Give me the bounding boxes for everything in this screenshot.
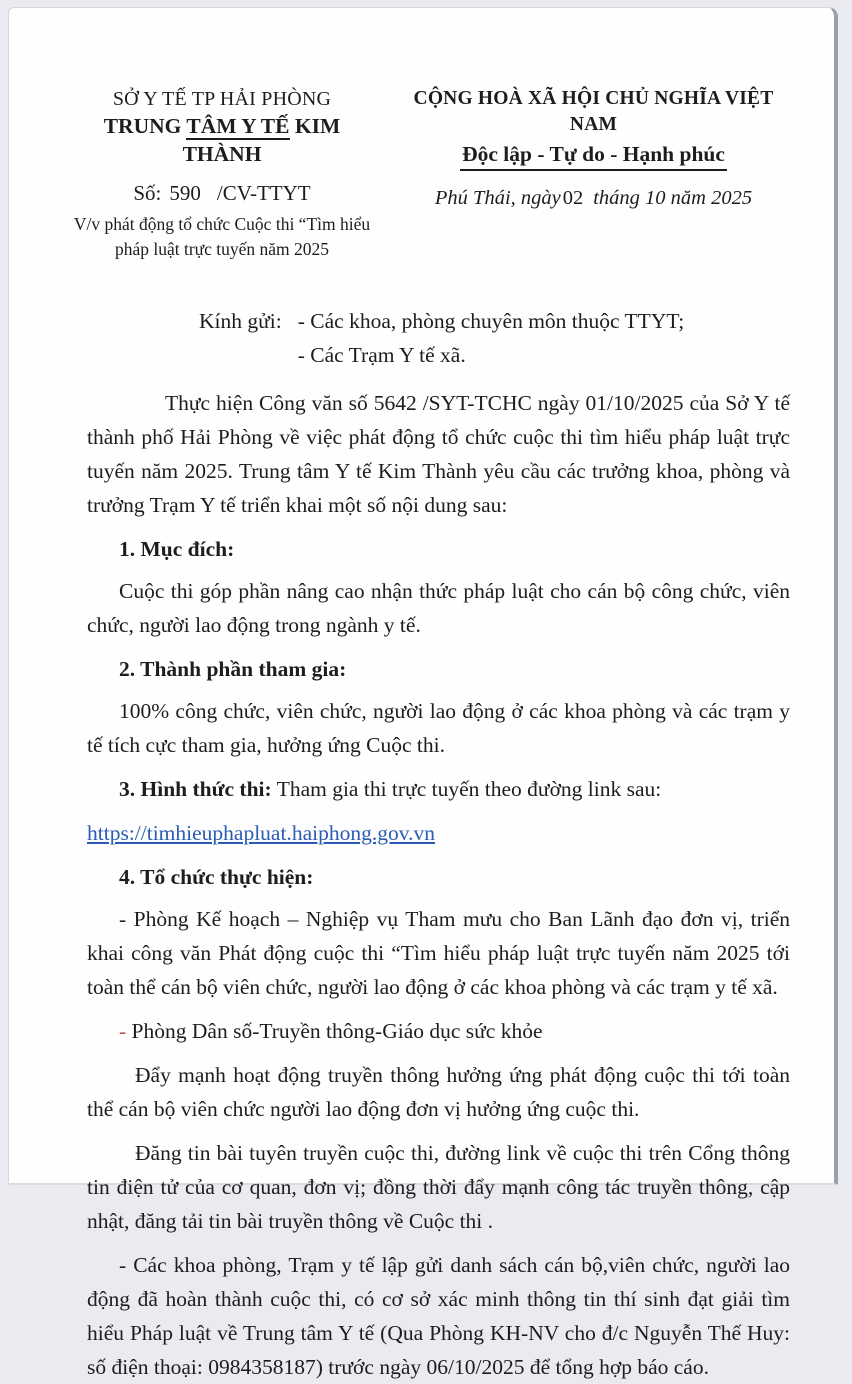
national-header-block — [381, 86, 790, 262]
document-subject — [63, 212, 381, 262]
date-place: Phú Thái, ngày — [434, 187, 561, 209]
section-4-heading: 4. Tổ chức thực hiện: — [119, 865, 314, 889]
section-3-body: Tham gia thi trực tuyến theo đường link sau: — [276, 777, 662, 801]
section-2-heading: 2. Thành phần tham gia: — [119, 657, 347, 681]
recipient-item: - Các Trạm Y tế xã. — [297, 343, 466, 367]
recipient-item: - Các khoa, phòng chuyên môn thuộc TTYT; — [297, 309, 685, 333]
issuing-org-block — [63, 86, 381, 262]
org-name-underlined: TÂM Y TẾ — [186, 114, 290, 138]
national-motto-line2 — [397, 140, 790, 171]
section-4-item-2 — [87, 1014, 790, 1048]
section-4-item-2-text: Phòng Dân số-Truyền thông-Giáo dục sức khỏe — [126, 1019, 543, 1043]
doc-number-label: Số: — [133, 181, 162, 205]
section-4-item-2-para-1: Đẩy mạnh hoạt động truyền thông hưởng ứng phát động cuộc thi tới toàn thể cán bộ viên chức người lao động đơn vị hưởng ứng cuộc thi. — [87, 1063, 790, 1121]
subject-line-1: V/v phát động tổ chức Cuộc thi “Tìm hiểu — [73, 214, 371, 234]
document-header — [63, 86, 790, 262]
place-date-line — [397, 187, 790, 210]
recipients-block — [199, 304, 790, 372]
document-number — [63, 180, 381, 206]
doc-number-value: 590 — [169, 181, 201, 205]
section-2-body: 100% công chức, viên chức, người lao động ở các khoa phòng và các trạm y tế tích cực tham gia, hưởng ứng Cuộc thi. — [87, 699, 790, 757]
section-4-item-2-para-2: Đăng tin bài tuyên truyền cuộc thi, đường link về cuộc thi trên Cổng thông tin điện tử của cơ quan, đơn vị; đồng thời đẩy mạnh công tác truyền thông, cập nhật, đăng tải tin bài truyền thông về Cuộc thi . — [87, 1141, 790, 1233]
date-month-year: tháng 10 năm 2025 — [593, 187, 753, 209]
contest-link[interactable]: https://timhieuphapluat.haiphong.gov.vn — [87, 821, 435, 845]
document-page — [8, 7, 838, 1379]
org-name-pre: TRUNG — [103, 114, 187, 138]
recipients-list — [298, 304, 685, 372]
section-4-item-3: - Các khoa phòng, Trạm y tế lập gửi danh sách cán bộ,viên chức, người lao động đã hoàn thành cuộc thi, có cơ sở xác minh thông tin thí sinh đạt giải tìm hiểu Pháp luật về Trung tâm Y tế (Qua Phòng KH-NV cho đ/c Nguyễn Thế Huy: số điện thoại: 0984358187) trước ngày 06/10/2025 để tổng hợp báo cáo. — [87, 1253, 790, 1379]
subject-line-2: pháp luật trực tuyến năm 2025 — [114, 239, 330, 259]
section-1-body: Cuộc thi góp phần nâng cao nhận thức pháp luật cho cán bộ công chức, viên chức, người lao động trong ngành y tế. — [87, 579, 790, 637]
section-3-heading: 3. Hình thức thi: — [119, 777, 272, 801]
national-motto-underlined: Độc lập - Tự do - Hạnh phúc — [460, 140, 727, 171]
item-dash: - — [119, 1019, 127, 1043]
org-name-post: KIM THÀNH — [182, 114, 341, 166]
parent-org-name: SỞ Y TẾ TP HẢI PHÒNG — [112, 88, 332, 110]
recipients-label: Kính gửi: — [199, 309, 282, 333]
section-1-heading: 1. Mục đích: — [119, 537, 235, 561]
intro-paragraph: Thực hiện Công văn số 5642 /SYT-TCHC ngày 01/10/2025 của Sở Y tế thành phố Hải Phòng về việc phát động tổ chức cuộc thi tìm hiểu pháp luật trực tuyến năm 2025. Trung tâm Y tế Kim Thành yêu cầu các trưởng khoa, phòng và trưởng Trạm Y tế triển khai một số nội dung sau: — [87, 391, 790, 517]
section-3-line — [87, 772, 790, 806]
doc-number-suffix: /CV-TTYT — [216, 181, 311, 205]
section-4-item-1: - Phòng Kế hoạch – Nghiệp vụ Tham mưu cho Ban Lãnh đạo đơn vị, triển khai công văn Phát động cuộc thi “Tìm hiểu pháp luật trực tuyến năm 2025 tới toàn thể cán bộ viên chức, người lao động ở các khoa phòng và các trạm y tế xã. — [87, 907, 790, 999]
org-name — [63, 112, 381, 168]
national-motto-line1: CỘNG HOÀ XÃ HỘI CHỦ NGHĨA VIỆT NAM — [413, 88, 774, 135]
date-day-value: 02 — [562, 187, 584, 209]
